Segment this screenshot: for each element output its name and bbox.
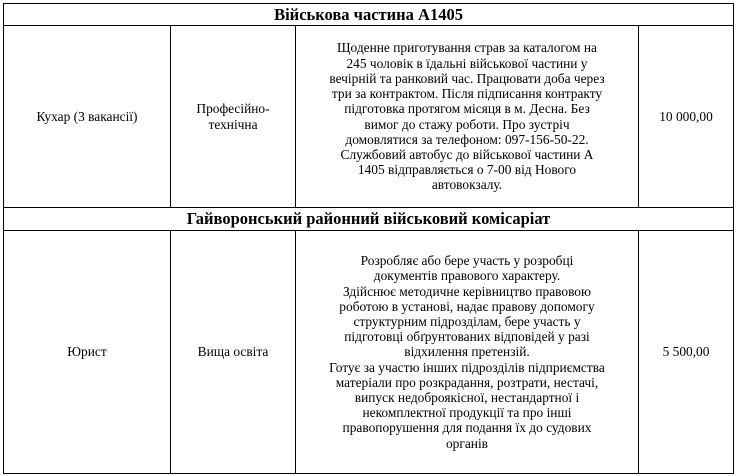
description-line: матеріали про розкрадання, розтрати, нестачі, (335, 374, 599, 390)
description-line: Розробляє або бере участь у розробці (360, 253, 574, 269)
description-line: роботою в установі, надає правову допомогу (339, 298, 595, 314)
table-row (4, 26, 734, 208)
description-line: три за контрактом. Після підписання контракту (331, 86, 603, 102)
description-line: Здійснює методичне керівництво правовою (343, 283, 591, 299)
salary-cell: 5 500,00 (639, 231, 734, 474)
description-line: Службовий автобус до військової частини А (340, 146, 594, 162)
description-line: вечірній та ранковий час. Працювати доба через (329, 70, 605, 86)
description-line: відхилення претензій. (404, 344, 530, 360)
position-cell: Кухар (3 вакансії) (4, 26, 171, 208)
description-line: Щоденне приготування страв за каталогом на (337, 40, 597, 56)
education-line: Професійно- (196, 101, 270, 117)
description-line: 245 чоловік в їдальні військової частини у (346, 55, 588, 71)
description-line: домовлятися за телефоном: 097-156-50-22. (345, 131, 589, 147)
description-line: Готує за участю інших підрозділів підприємства (329, 359, 605, 375)
education-cell (171, 231, 296, 474)
position-cell: Юрист (4, 231, 171, 474)
education-line: Вища освіта (197, 344, 269, 360)
description-cell (296, 231, 639, 474)
description-line: органів (445, 435, 489, 451)
description-line: правопорушення для подання їх до судових (342, 420, 592, 436)
description-line: структурним підрозділам, бере участь у (353, 313, 581, 329)
organization-header: Військова частина А1405 (4, 4, 734, 26)
description-line: вимог до стажу роботи. Про зустріч (364, 116, 570, 132)
description-line: документів правового характеру. (373, 268, 561, 284)
organization-header: Гайворонський районний військовий комісаріат (4, 208, 734, 231)
section-header-row (4, 208, 734, 231)
salary-cell: 10 000,00 (639, 26, 734, 208)
description-line: автовокзалу. (431, 177, 503, 193)
description-line: підготовка протягом місяця в м. Десна. Без (344, 101, 590, 117)
description-line: некомплектної продукції та про інші (362, 405, 572, 421)
education-line: технічна (208, 116, 258, 132)
description-line: 1405 відправляється о 7-00 від Нового (357, 162, 577, 178)
description-line: випуск недоброякісної, нестандартної і (354, 390, 580, 405)
section-header-row (4, 4, 734, 26)
description-cell (296, 26, 639, 208)
vacancy-table (3, 3, 734, 474)
description-line: підготовці обґрунтованих відповідей у разі (344, 329, 590, 345)
education-cell (171, 26, 296, 208)
table-row (4, 231, 734, 474)
